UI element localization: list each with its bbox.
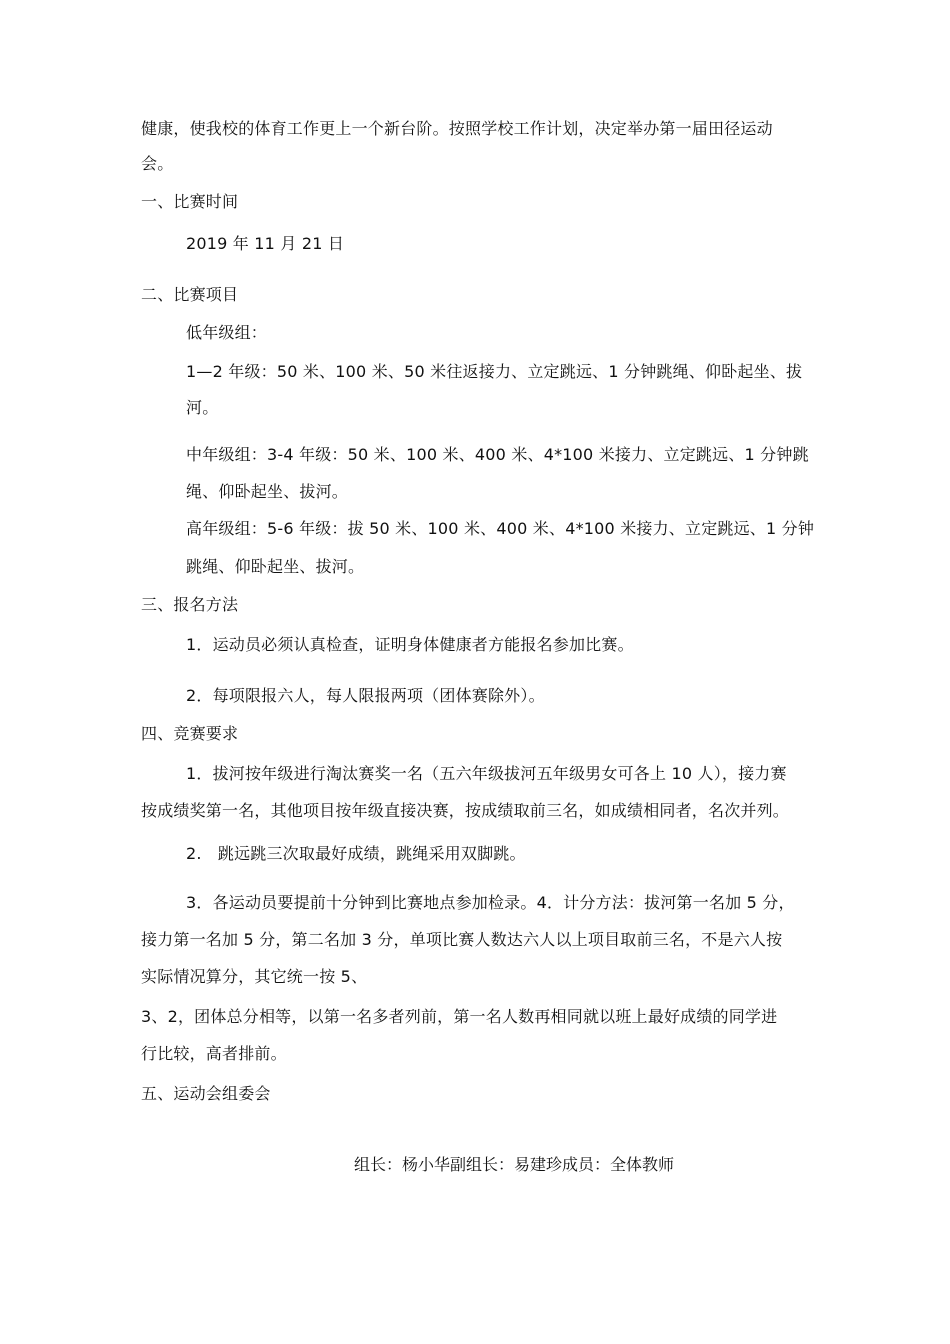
requirement-1-line-2: 按成绩奖第一名，其他项目按年级直接决赛，按成绩取前三名，如成绩相同者，名次并列。 [141, 801, 790, 820]
mid-group-line-2: 绳、仰卧起坐、拔河。 [186, 482, 349, 501]
low-group-line-1: 1—2 年级：50 米、100 米、50 米往返接力、立定跳远、1 分钟跳绳、仰卧起坐、拔 [186, 362, 803, 381]
section-2-heading: 二、比赛项目 [141, 285, 239, 304]
requirement-3-line-4: 3、2，团体总分相等，以第一名多者列前，第一名人数再相同就以班上最好成绩的同学进 [141, 1007, 778, 1026]
registration-item-2: 2．每项限报六人，每人限报两项（团体赛除外）。 [186, 686, 545, 705]
mid-group-line-1: 中年级组：3-4 年级：50 米、100 米、400 米、4*100 米接力、立定跳远、1 分钟跳 [186, 445, 809, 464]
high-group-line-2: 跳绳、仰卧起坐、拔河。 [186, 557, 365, 576]
intro-line-1: 健康，使我校的体育工作更上一个新台阶。按照学校工作计划，决定举办第一届田径运动 [141, 119, 773, 138]
intro-line-2: 会。 [141, 154, 174, 173]
requirement-3-line-1: 3．各运动员要提前十分钟到比赛地点参加检录。4．计分方法：拔河第一名加 5 分， [186, 893, 795, 912]
requirement-1-line-1: 1．拔河按年级进行淘汰赛奖一名（五六年级拔河五年级男女可各上 10 人），接力赛 [186, 764, 787, 783]
committee-members: 组长：杨小华副组长：易建珍成员：全体教师 [353, 1155, 674, 1174]
high-group-line-1: 高年级组：5-6 年级：拔 50 米、100 米、400 米、4*100 米接力、立定跳远、1 分钟 [186, 519, 815, 538]
low-group-line-2: 河。 [186, 398, 219, 417]
section-3-heading: 三、报名方法 [141, 595, 239, 614]
requirement-2: 2. 跳远跳三次取最好成绩，跳绳采用双脚跳。 [186, 844, 526, 863]
section-1-heading: 一、比赛时间 [141, 192, 239, 211]
requirement-3-line-5: 行比较，高者排前。 [141, 1044, 287, 1063]
registration-item-1: 1．运动员必须认真检查，证明身体健康者方能报名参加比赛。 [186, 635, 634, 654]
section-4-heading: 四、竞赛要求 [141, 724, 239, 743]
competition-date: 2019 年 11 月 21 日 [186, 234, 345, 253]
requirement-3-line-2: 接力第一名加 5 分，第二名加 3 分，单项比赛人数达六人以上项目取前三名，不是六人按 [141, 930, 783, 949]
requirement-3-line-3: 实际情况算分，其它统一按 5、 [141, 967, 368, 986]
section-5-heading: 五、运动会组委会 [141, 1084, 271, 1103]
low-group-label: 低年级组： [186, 323, 268, 342]
